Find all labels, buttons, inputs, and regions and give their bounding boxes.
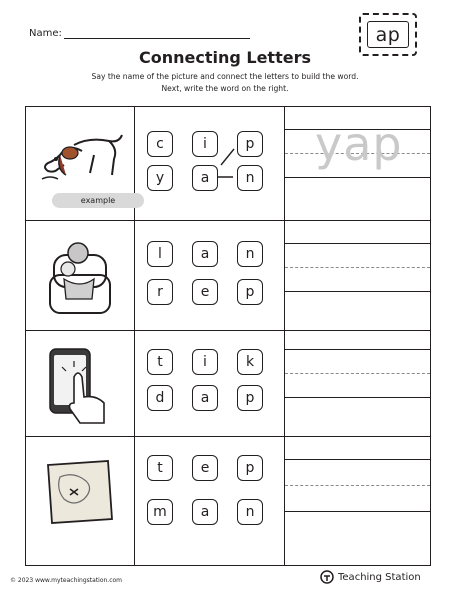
letter-tile[interactable]: t [147, 455, 173, 481]
letter-tile[interactable]: e [192, 279, 218, 305]
letter-tile[interactable]: p [237, 385, 263, 411]
worksheet-row-1 [26, 107, 430, 221]
name-label: Name: [29, 28, 62, 39]
letter-tile[interactable]: c [147, 131, 173, 157]
map-icon [34, 445, 126, 537]
writing-lines[interactable] [285, 221, 430, 330]
worksheet-row-2 [26, 221, 430, 331]
teaching-station-logo-icon [320, 570, 334, 584]
letter-tile[interactable]: p [237, 131, 263, 157]
letter-tile[interactable]: n [237, 165, 263, 191]
letter-tile[interactable]: i [192, 131, 218, 157]
letter-tile[interactable]: m [147, 499, 173, 525]
letter-tile[interactable]: t [147, 349, 173, 375]
letter-tile[interactable]: a [192, 241, 218, 267]
letter-tile[interactable]: l [147, 241, 173, 267]
worksheet-grid [25, 106, 431, 566]
page-title: Connecting Letters [138, 48, 311, 67]
letter-tile[interactable]: n [237, 499, 263, 525]
letter-tile[interactable]: k [237, 349, 263, 375]
writing-lines[interactable] [285, 331, 430, 436]
letter-tile[interactable]: p [237, 455, 263, 481]
letter-tile[interactable]: a [192, 165, 218, 191]
worksheet-row-4 [26, 437, 430, 565]
letter-tile[interactable]: d [147, 385, 173, 411]
instruction-2: Next, write the word on the right. [161, 84, 289, 93]
name-line[interactable] [64, 28, 250, 39]
brand-name: Teaching Station [338, 571, 421, 583]
letter-tile[interactable]: e [192, 455, 218, 481]
lap-icon [34, 229, 126, 321]
brand-logo [320, 570, 421, 584]
writing-lines[interactable] [285, 107, 430, 220]
writing-lines[interactable] [285, 437, 430, 565]
letter-tile[interactable]: p [237, 279, 263, 305]
name-field [29, 28, 250, 39]
letter-tile[interactable]: r [147, 279, 173, 305]
letter-tile[interactable]: a [192, 385, 218, 411]
letter-tile[interactable]: y [147, 165, 173, 191]
example-badge: example [52, 193, 144, 208]
instruction-1: Say the name of the picture and connect the letters to build the word. [91, 72, 359, 81]
letter-tile[interactable]: n [237, 241, 263, 267]
word-family-label: ap [367, 21, 409, 48]
letter-tile[interactable]: i [192, 349, 218, 375]
copyright-text: © 2023 www.myteachingstation.com [10, 577, 123, 584]
worksheet-row-3 [26, 331, 430, 437]
letter-tile[interactable]: a [192, 499, 218, 525]
tap-icon [34, 339, 126, 431]
traced-word: yap [315, 117, 403, 171]
connector-lines [26, 107, 285, 221]
